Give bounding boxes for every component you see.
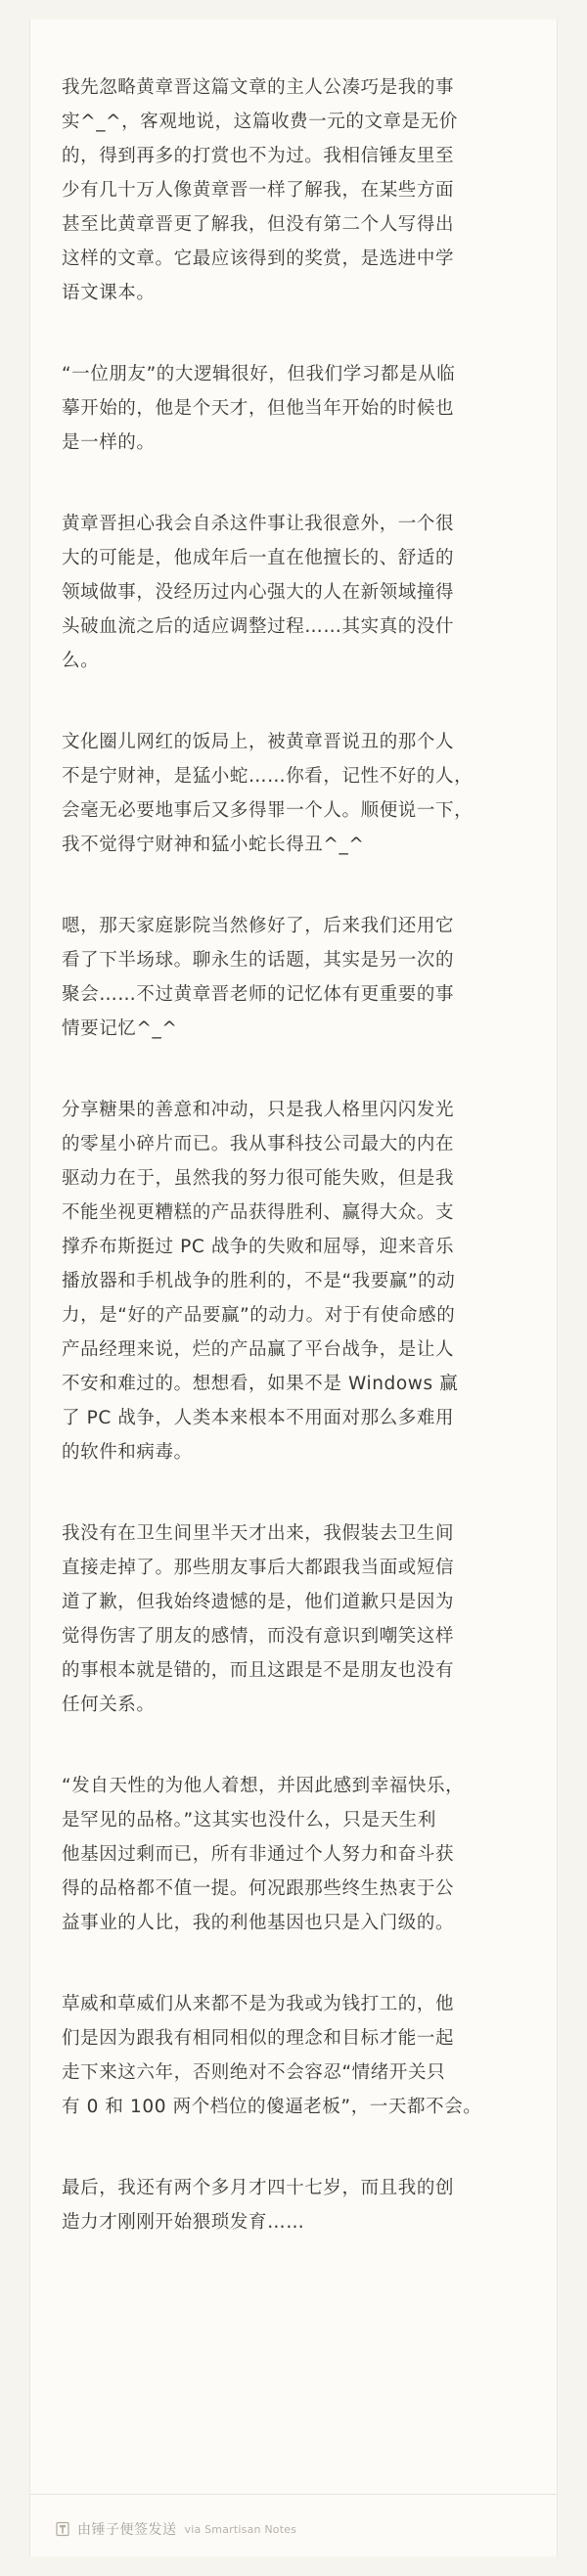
note-paragraph: 我先忽略黄章晋这篇文章的主人公凑巧是我的事 实^_^，客观地说，这篇收费一元的文章是无价 的，得到再多的打赏也不为过。我相信锤友里至 少有几十万人像黄章晋一样了解我，在某些方面 甚至比黄章晋更了解我，但没有第二个人写得出 这样的文章。它最应该得到的奖赏，是选进中学 语文课本。 bbox=[62, 77, 458, 303]
note-paragraph: 文化圈儿网红的饭局上，被黄章晋说丑的那个人 不是宁财神，是猛小蛇……你看，记性不好的人， 会毫无必要地事后又多得罪一个人。顺便说一下， 我不觉得宁财神和猛小蛇长得丑^_^ bbox=[62, 732, 474, 855]
footer-divider bbox=[30, 2494, 557, 2495]
footer-main-text: 由锤子便签发送 bbox=[77, 2522, 177, 2538]
paragraph-gap bbox=[62, 862, 523, 909]
paragraph-gap bbox=[62, 2124, 523, 2171]
note-body bbox=[62, 70, 523, 2239]
note-paragraph: 最后，我还有两个多月才四十七岁，而且我的创 造力才刚刚开始猥琐发育…… bbox=[62, 2178, 455, 2233]
footer-sub-text: via Smartisan Notes bbox=[184, 2522, 297, 2536]
note-paragraph: 分享糖果的善意和冲动，只是我人格里闪闪发光 的零星小碎片而已。我从事科技公司最大的内在 驱动力在于，虽然我的努力很可能失败，但是我 不能坐视更糟糕的产品获得胜利、赢得大众。支 撑乔布斯挺过 PC 战争的失败和屈辱，迎来音乐 播放器和手机战争的胜利的，不是“我要赢”的动 力，是“好的产品要赢”的动力。对于有使命感的 产品经理来说，烂的产品赢了平台战争，是让人 不安和难过的。想想看，如果不是 Windows 赢 了 PC 战争，人类本来根本不用面对那么多难用 的软件和病毒。 bbox=[62, 1100, 459, 1463]
note-paragraph: 黄章晋担心我会自杀这件事让我很意外，一个很 大的可能是，他成年后一直在他擅长的、舒适的 领域做事，没经历过内心强大的人在新领域撞得 头破血流之后的适应调整过程……其实真的没什 么。 bbox=[62, 514, 455, 671]
smartisan-hammer-icon bbox=[56, 2521, 69, 2537]
paragraph-gap bbox=[62, 460, 523, 507]
note-paragraph: 草威和草威们从来都不是为我或为钱打工的，他 们是因为跟我有相同相似的理念和目标才能一起 走下来这六年，否则绝对不会容忍“情绪开关只 有 0 和 100 两个档位的傻逼老板”，一天都不会。 bbox=[62, 1994, 482, 2117]
note-paragraph: 我没有在卫生间里半天才出来，我假装去卫生间 直接走掉了。那些朋友事后大都跟我当面或短信 道了歉，但我始终遗憾的是，他们道歉只是因为 觉得伤害了朋友的感情，而没有意识到嘲笑这样 的事根本就是错的，而且这跟是不是朋友也没有 任何关系。 bbox=[62, 1523, 455, 1715]
paragraph-gap bbox=[62, 1046, 523, 1093]
note-paper bbox=[29, 20, 558, 2556]
paragraph-gap bbox=[62, 1469, 523, 1516]
paragraph-gap bbox=[62, 678, 523, 725]
note-paragraph: 嗯，那天家庭影院当然修好了，后来我们还用它 看了下半场球。聊永生的话题，其实是另一次的 聚会……不过黄章晋老师的记忆体有更重要的事 情要记忆^_^ bbox=[62, 916, 455, 1039]
paragraph-gap bbox=[62, 1722, 523, 1769]
note-paragraph: “一位朋友”的大逻辑很好，但我们学习都是从临 摹开始的，他是个天才，但他当年开始的时候也 是一样的。 bbox=[62, 364, 456, 453]
paragraph-gap bbox=[62, 310, 523, 357]
note-paragraph: “发自天性的为他人着想，并因此感到幸福快乐， 是罕见的品格。”这其实也没什么，只是天生利 他基因过剩而已，所有非通过个人努力和奋斗获 得的品格都不值一提。何况跟那些终生热衷于公 益事业的人比，我的利他基因也只是入门级的。 bbox=[62, 1776, 465, 1933]
footer bbox=[56, 2519, 296, 2539]
paragraph-gap bbox=[62, 1940, 523, 1987]
